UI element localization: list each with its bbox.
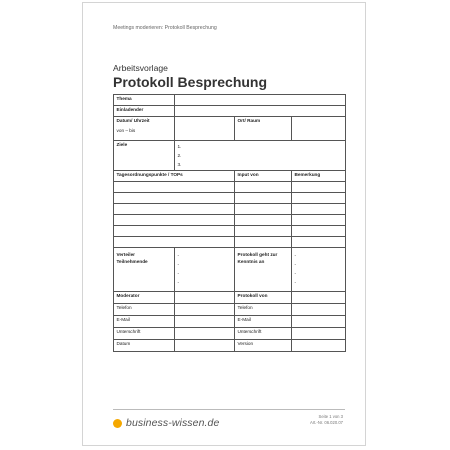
protokoll-von-field[interactable]: [292, 292, 346, 304]
top-row: [114, 204, 346, 215]
running-header: Meetings moderieren: Protokoll Besprechung: [113, 25, 217, 31]
business-wissen-logo: [113, 416, 219, 430]
footer-divider: [113, 409, 345, 410]
bemerkung-header: Bemerkung: [292, 171, 346, 182]
version-field[interactable]: [292, 340, 346, 352]
thema-label: Thema: [114, 95, 175, 106]
protokoll-von-label: Protokoll von: [235, 292, 292, 304]
input-header: Input von: [235, 171, 292, 182]
unterschrift-field[interactable]: [175, 328, 235, 340]
ziele-item: 2.: [177, 153, 182, 158]
ort-field[interactable]: [292, 117, 346, 141]
tops-header: Tagesordnungspunkte / TOPs: [114, 171, 235, 182]
von-bis-label: von – bis: [116, 127, 136, 133]
datum-field[interactable]: [175, 117, 235, 141]
protocol-form-table: [113, 94, 346, 352]
telefon-field[interactable]: [175, 304, 235, 316]
datum-bottom-label: Datum: [114, 340, 175, 352]
article-number: Art.-Nr. 06.020.07: [309, 420, 343, 425]
document-title: Protokoll Besprechung: [113, 74, 268, 90]
verteiler-label: Verteiler Teilnehmende: [114, 248, 175, 292]
moderator-label: Moderator: [114, 292, 175, 304]
protokoll-kenntnis-field[interactable]: - - - -: [292, 248, 346, 292]
top-row: [114, 226, 346, 237]
unterschrift-label: Unterschrift: [235, 328, 292, 340]
logo-dot-icon: [113, 419, 122, 428]
top-row: [114, 215, 346, 226]
ziele-item: 3.: [177, 162, 182, 167]
datum-bottom-field[interactable]: [175, 340, 235, 352]
ziele-label: Ziele: [114, 141, 175, 171]
unterschrift-field[interactable]: [292, 328, 346, 340]
logo-text: business-wissen.de: [126, 417, 220, 429]
datum-cell: [114, 117, 175, 141]
verteiler-field[interactable]: - - - -: [175, 248, 235, 292]
protokoll-kenntnis-label: Protokoll geht zur Kenntnis an: [235, 248, 292, 292]
version-label: Version: [235, 340, 292, 352]
top-row: [114, 237, 346, 248]
document-page: [82, 2, 366, 446]
einladender-label: Einladender: [114, 106, 175, 117]
ziele-item: 1.: [177, 144, 182, 149]
thema-field[interactable]: [175, 95, 346, 106]
document-subtitle: Arbeitsvorlage: [113, 63, 168, 73]
email-label: E-Mail: [235, 316, 292, 328]
unterschrift-label: Unterschrift: [114, 328, 175, 340]
einladender-field[interactable]: [175, 106, 346, 117]
email-field[interactable]: [292, 316, 346, 328]
moderator-field[interactable]: [175, 292, 235, 304]
telefon-field[interactable]: [292, 304, 346, 316]
telefon-label: Telefon: [235, 304, 292, 316]
email-label: E-Mail: [114, 316, 175, 328]
top-row: [114, 182, 346, 193]
ort-label: Ort/ Raum: [235, 117, 292, 141]
telefon-label: Telefon: [114, 304, 175, 316]
datum-label: Datum/ Uhrzeit: [116, 118, 150, 123]
ziele-field[interactable]: [175, 141, 346, 171]
page-info: [310, 414, 343, 426]
email-field[interactable]: [175, 316, 235, 328]
page-number: Seite 1 von 3: [318, 414, 343, 419]
top-row: [114, 193, 346, 204]
